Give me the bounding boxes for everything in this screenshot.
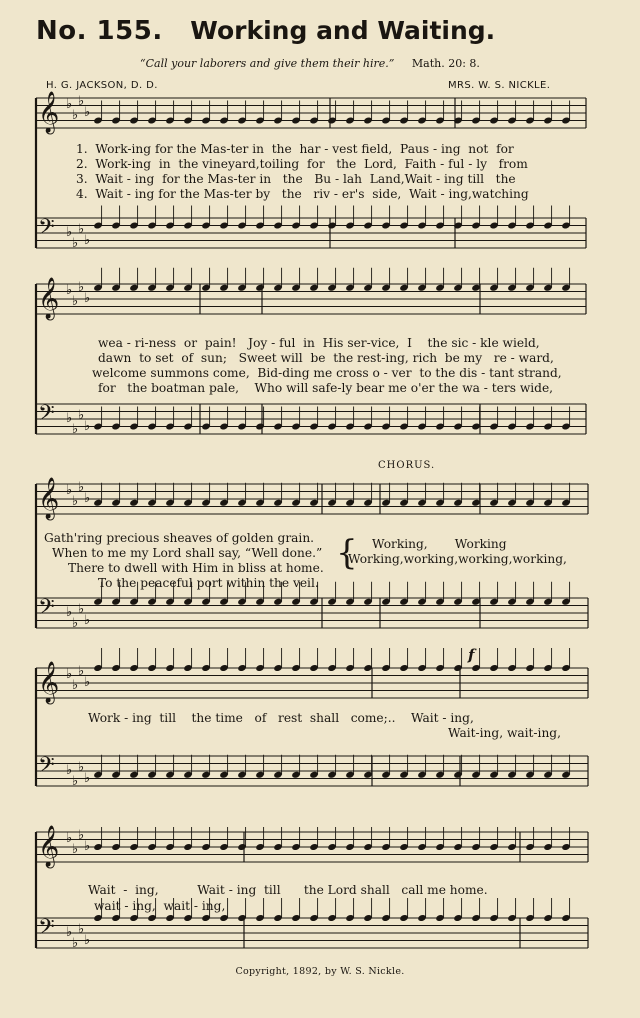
bass-clef: 𝄢 <box>38 915 55 945</box>
bass-clef: 𝄢 <box>38 595 55 625</box>
flat-sign: ♭ <box>66 605 73 620</box>
flat-sign: ♭ <box>66 925 73 940</box>
chorus-lyric-3b: wait - ing, wait - ing, <box>94 899 226 913</box>
flat-sign: ♭ <box>78 480 85 495</box>
flat-sign: ♭ <box>78 602 85 617</box>
flat-sign: ♭ <box>84 105 91 120</box>
flat-sign: ♭ <box>72 236 79 251</box>
verse-4-line-1: 4. Wait - ing for the Mas-ter by the riv - er's side, Wait - ing,watching <box>76 187 529 201</box>
flat-sign: ♭ <box>66 225 73 240</box>
flat-sign: ♭ <box>72 842 79 857</box>
chorus-lyric-1b: Working,working,working,working, <box>348 552 567 566</box>
flat-sign: ♭ <box>72 678 79 693</box>
chorus-lyric-2b: Wait-ing, wait-ing, <box>448 726 561 740</box>
treble-clef: 𝄞 <box>38 278 60 319</box>
flat-sign: ♭ <box>84 933 91 948</box>
flat-sign: ♭ <box>72 774 79 789</box>
verse-2-line-3: When to me my Lord shall say, “Well done.” <box>52 546 323 560</box>
treble-clef: 𝄞 <box>38 826 60 867</box>
composer-credit: H. G. JACKSON, D. D. <box>46 80 158 91</box>
flat-sign: ♭ <box>84 771 91 786</box>
flat-sign: ♭ <box>72 936 79 951</box>
treble-clef: 𝄞 <box>38 662 60 703</box>
verse-2-line-1: 2. Work-ing in the vineyard,toiling for the Lord, Faith - ful - ly from <box>76 157 528 171</box>
flat-sign: ♭ <box>78 760 85 775</box>
flat-sign: ♭ <box>72 616 79 631</box>
flat-sign: ♭ <box>78 828 85 843</box>
flat-sign: ♭ <box>72 108 79 123</box>
flat-sign: ♭ <box>66 763 73 778</box>
flat-sign: ♭ <box>66 667 73 682</box>
hymn-number: No. 155. <box>36 16 163 46</box>
hymn-title: Working and Waiting. <box>190 16 496 45</box>
flat-sign: ♭ <box>66 283 73 298</box>
verse-2-line-2: dawn to set of sun; Sweet will be the rest-ing, rich be my re - ward, <box>98 351 554 365</box>
flat-sign: ♭ <box>66 831 73 846</box>
flat-sign: ♭ <box>84 675 91 690</box>
flat-sign: ♭ <box>78 222 85 237</box>
bass-clef: 𝄢 <box>38 401 55 431</box>
flat-sign: ♭ <box>78 408 85 423</box>
treble-clef: 𝄞 <box>38 92 60 133</box>
flat-sign: ♭ <box>66 411 73 426</box>
verse-4-line-3: To the peaceful port within the veil. <box>98 576 319 590</box>
flat-sign: ♭ <box>72 294 79 309</box>
flat-sign: ♭ <box>78 94 85 109</box>
verse-3-line-1: 3. Wait - ing for the Mas-ter in the Bu - lah Land,Wait - ing till the <box>76 172 516 186</box>
flat-sign: ♭ <box>78 280 85 295</box>
treble-clef: 𝄞 <box>38 478 60 519</box>
scripture-quote: “Call your laborers and give them their hire.” <box>140 57 395 70</box>
scripture-reference: Math. 20: 8. <box>411 57 480 70</box>
flat-sign: ♭ <box>78 664 85 679</box>
chorus-lyric-3a: Wait - ing, Wait - ing till the Lord shall call me home. <box>88 883 488 897</box>
bass-clef: 𝄢 <box>38 215 55 245</box>
verse-1-line-1: 1. Work-ing for the Mas-ter in the har - vest field, Paus - ing not for <box>76 142 514 156</box>
flat-sign: ♭ <box>84 491 91 506</box>
chorus-label: CHORUS. <box>378 460 436 471</box>
flat-sign: ♭ <box>84 419 91 434</box>
flat-sign: ♭ <box>84 233 91 248</box>
verse-1-line-2: wea - ri-ness or pain! Joy - ful in His ser-vice, I the sic - kle wield, <box>98 336 540 350</box>
flat-sign: ♭ <box>66 97 73 112</box>
copyright-notice: Copyright, 1892, by W. S. Nickle. <box>235 966 405 977</box>
verse-4-line-2: for the boatman pale, Who will safe-ly bear me o'er the wa - ters wide, <box>98 381 554 395</box>
chorus-lyric-2a: Work - ing till the time of rest shall come;.. Wait - ing, <box>88 711 474 725</box>
verse-3-line-3: There to dwell with Him in bliss at home. <box>68 561 324 575</box>
chorus-lyric-1a: Working, Working <box>372 537 507 551</box>
verse-1-line-3: Gath'ring precious sheaves of golden grain. <box>44 531 315 545</box>
flat-sign: ♭ <box>66 483 73 498</box>
bass-clef: 𝄢 <box>38 753 55 783</box>
forte-marking: f <box>468 646 475 664</box>
flat-sign: ♭ <box>84 291 91 306</box>
flat-sign: ♭ <box>78 922 85 937</box>
flat-sign: ♭ <box>72 494 79 509</box>
flat-sign: ♭ <box>72 422 79 437</box>
flat-sign: ♭ <box>84 839 91 854</box>
verse-3-line-2: welcome summons come, Bid-ding me cross o - ver to the dis - tant strand, <box>92 366 562 380</box>
flat-sign: ♭ <box>84 613 91 628</box>
verse-brace: { <box>336 533 358 573</box>
author-credit: MRS. W. S. NICKLE. <box>448 80 551 91</box>
